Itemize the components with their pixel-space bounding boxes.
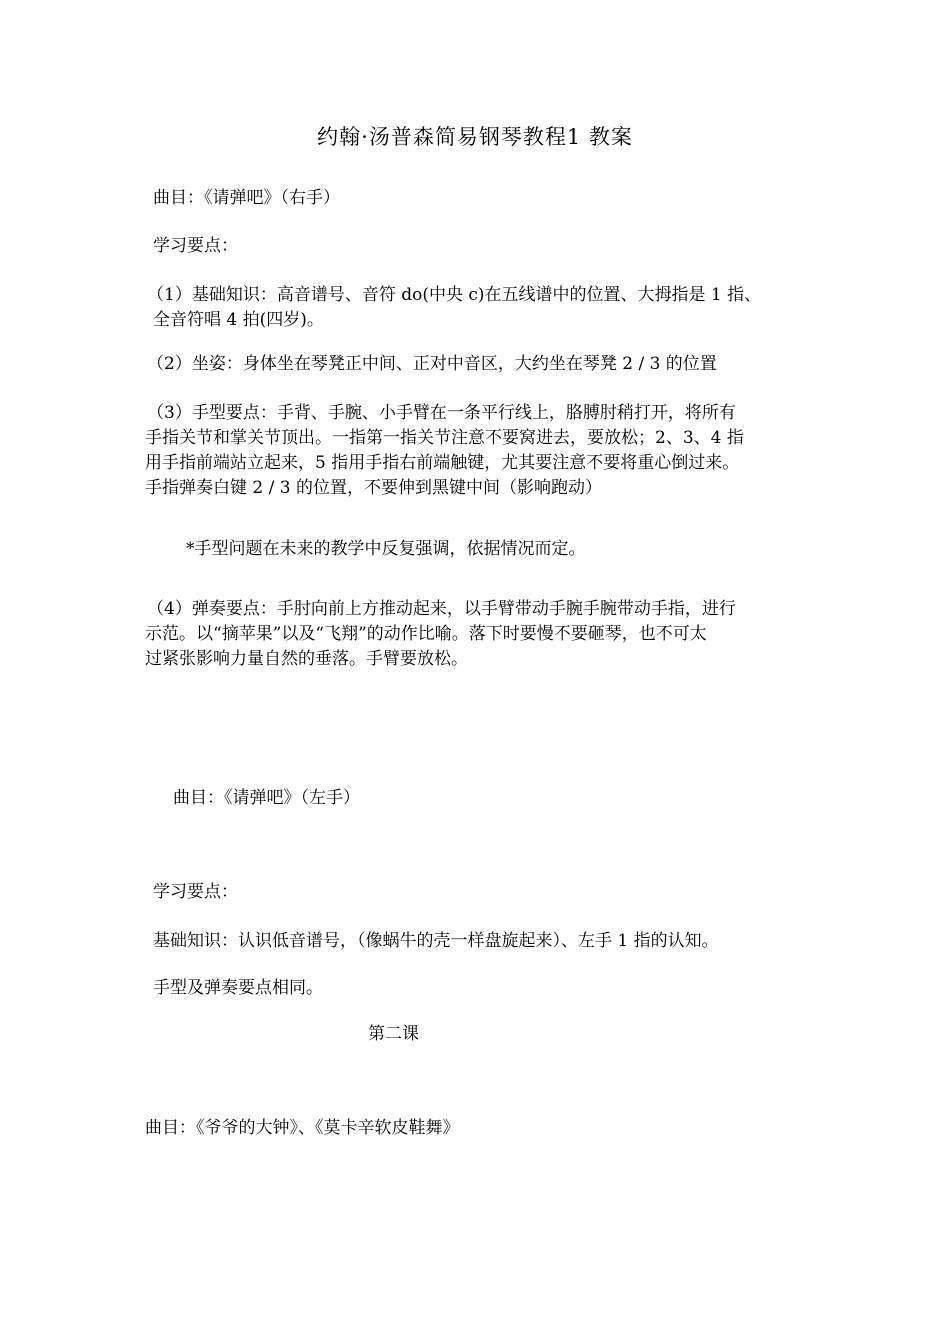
point-4-line-3: 过紧张影响力量自然的垂落。手臂要放松。 (145, 649, 468, 669)
lesson1-left-piece: 曲目：《请弹吧》（左手） (173, 788, 360, 808)
point-3-line-2: 手指关节和掌关节顶出。一指第一指关节注意不要窝进去，要放松；2、3、4 指 (145, 428, 744, 448)
lesson1-right-points-heading: 学习要点： (153, 236, 238, 256)
point-1-line-1: （1）基础知识：高音谱号、音符 do(中央 c)在五线谱中的位置、大拇指是 1 指、 (147, 285, 762, 305)
lesson1-right-piece: 曲目：《请弹吧》（右手） (153, 188, 340, 208)
lesson2-heading: 第二课 (368, 1024, 419, 1044)
point-4-line-2: 示范。以“摘苹果”以及“飞翔”的动作比喻。落下时要慢不要砸琴，也不可太 (145, 624, 707, 644)
point-3-line-1: （3）手型要点：手背、手腕、小手臂在一条平行线上，胳膊肘稍打开，将所有 (147, 403, 736, 423)
point-3-line-4: 手指弹奏白键 2 / 3 的位置，不要伸到黑键中间（影响跑动） (145, 478, 602, 498)
point-1-line-2: 全音符唱 4 拍(四岁)。 (153, 310, 324, 330)
point-4-line-1: （4）弹奏要点：手肘向前上方推动起来，以手臂带动手腕手腕带动手指，进行 (147, 599, 736, 619)
point-3-line-3: 用手指前端站立起来，5 指用手指右前端触键，尤其要注意不要将重心倒过来。 (145, 453, 740, 473)
lesson1-left-same: 手型及弹奏要点相同。 (153, 978, 323, 998)
document-title: 约翰·汤普森简易钢琴教程1 教案 (317, 125, 633, 149)
lesson1-left-basics: 基础知识：认识低音谱号，（像蜗牛的壳一样盘旋起来）、左手 1 指的认知。 (153, 931, 719, 951)
hand-shape-note: *手型问题在未来的教学中反复强调，依据情况而定。 (186, 539, 586, 559)
lesson2-piece: 曲目：《爷爷的大钟》、《莫卡辛软皮鞋舞》 (145, 1118, 460, 1138)
point-2: （2）坐姿：身体坐在琴凳正中间、正对中音区，大约坐在琴凳 2 / 3 的位置 (147, 354, 717, 374)
lesson1-left-points-heading: 学习要点： (153, 882, 238, 902)
